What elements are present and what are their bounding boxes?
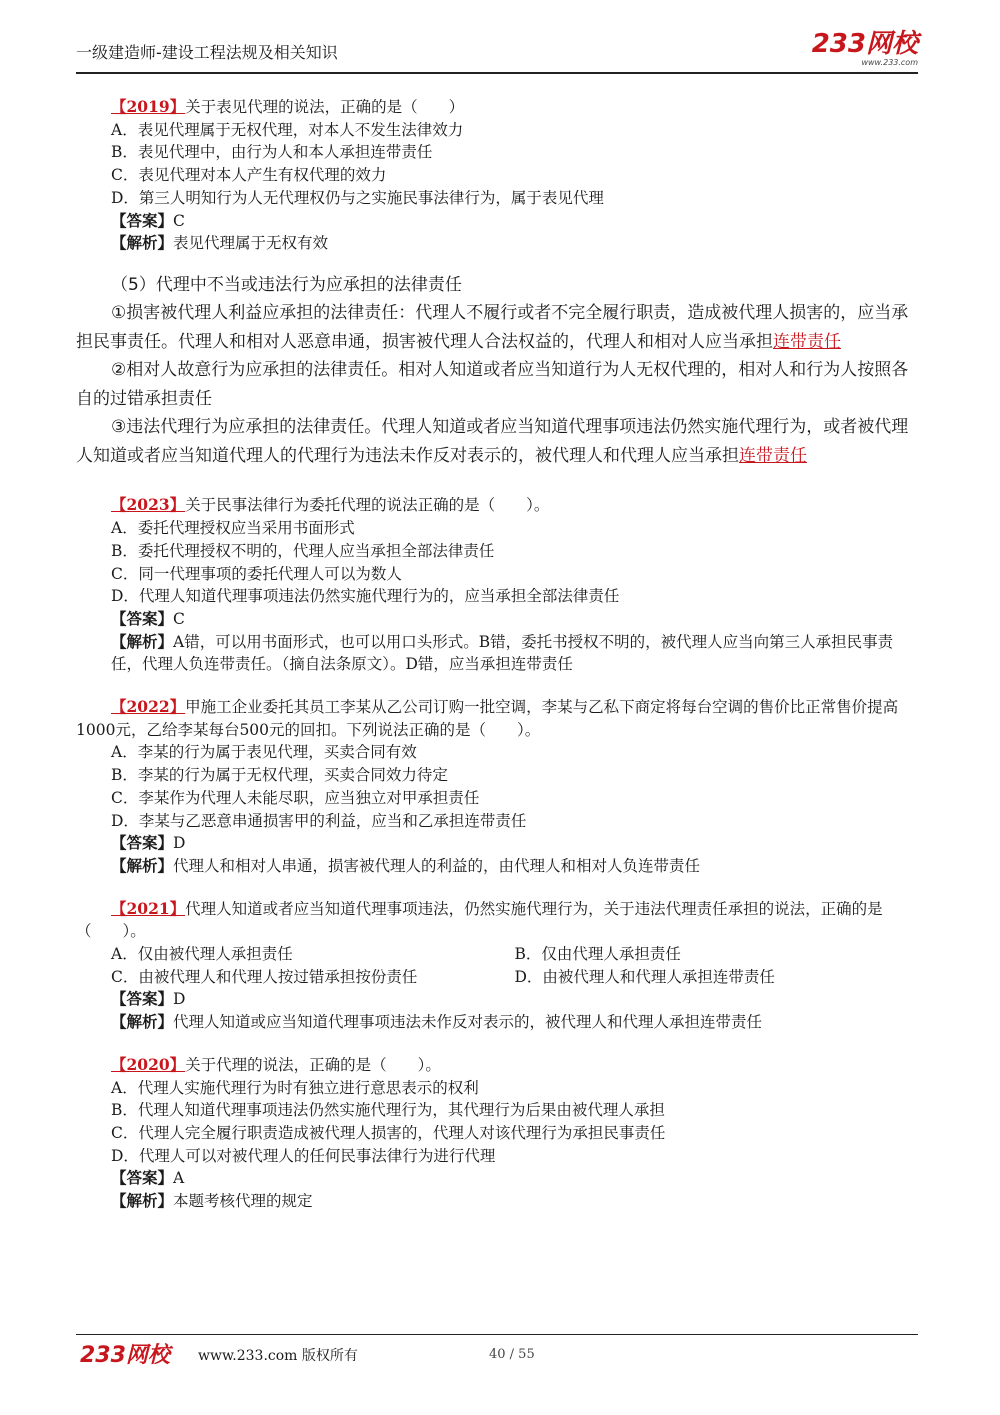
- answer-value: D: [173, 990, 186, 1009]
- explanation-text: 代理人和相对人串通，损害被代理人的利益的，由代理人和相对人负连带责任: [173, 856, 701, 875]
- question-2021: [76, 898, 918, 1034]
- answer: [76, 832, 918, 855]
- question-stem: 代理人知道或者应当知道代理事项违法，仍然实施代理行为，关于违法代理责任承担的说法，正确的是（ ）。: [76, 899, 883, 941]
- option-c: C．表见代理对本人产生有权代理的效力: [111, 166, 387, 185]
- answer-label: 【答案】: [111, 989, 174, 1009]
- header-title: 一级建造师-建设工程法规及相关知识: [76, 43, 338, 62]
- answer-label: 【答案】: [111, 210, 174, 230]
- answer-value: A: [173, 1169, 185, 1188]
- option-d: D．代理人知道代理事项违法仍然实施代理行为的，应当承担全部法律责任: [111, 587, 620, 606]
- note-paragraph-1: ①损害被代理人利益应承担的法律责任：代理人不履行或者不完全履行职责，造成被代理人损害的，应当承担民事责任。代理人和相对人恶意串通，损害被代理人合法权益的，代理人和相对人应当承担连带责任: [76, 303, 909, 352]
- note-paragraph-2: ②相对人故意行为应承担的法律责任。相对人知道或者应当知道行为人无权代理的，相对人和行为人按照各自的过错承担责任: [76, 360, 909, 409]
- brand-logo: [812, 30, 918, 68]
- footer-divider: [76, 1334, 918, 1335]
- option-c: C．同一代理事项的委托代理人可以为数人: [111, 564, 402, 583]
- section-5-notes: [76, 271, 918, 471]
- note-paragraph-3: ③违法代理行为应承担的法律责任。代理人知道或者应当知道代理事项违法仍然实施代理行为，或者被代理人知道或者应当知道代理人的代理行为违法未作反对表示的，被代理人和代理人应当承担连带责任: [76, 417, 909, 466]
- option-d: D．第三人明知行为人无代理权仍与之实施民事法律行为，属于表见代理: [111, 188, 604, 207]
- explanation: [76, 232, 918, 255]
- answer: [76, 608, 918, 631]
- answer-value: D: [173, 834, 186, 853]
- answer: [76, 1167, 918, 1190]
- question-year: 【2022】: [111, 697, 186, 717]
- option-a: A．代理人实施代理行为时有独立进行意思表示的权利: [111, 1078, 479, 1097]
- explanation-label: 【解析】: [111, 233, 174, 253]
- highlight-joint-liability: 连带责任: [739, 445, 807, 466]
- answer-label: 【答案】: [111, 833, 174, 853]
- option-b: B．仅由代理人承担责任: [514, 945, 681, 964]
- footer-copyright: www.233.com 版权所有: [198, 1348, 358, 1364]
- page-number: 40 / 55: [489, 1347, 535, 1362]
- question-stem: 关于表见代理的说法，正确的是（ ）: [185, 98, 465, 116]
- option-d: D．代理人可以对被代理人的任何民事法律行为进行代理: [111, 1146, 496, 1165]
- explanation: [76, 855, 918, 878]
- explanation-label: 【解析】: [111, 855, 174, 875]
- option-a: A．表见代理属于无权代理，对本人不发生法律效力: [111, 120, 464, 139]
- footer-logo: 233网校: [80, 1343, 170, 1368]
- explanation-label: 【解析】: [111, 1191, 174, 1211]
- explanation-text: 代理人知道或应当知道代理事项违法未作反对表示的，被代理人和代理人承担连带责任: [173, 1013, 763, 1032]
- question-year: 【2019】: [111, 97, 186, 116]
- question-year: 【2020】: [111, 1054, 186, 1074]
- option-b: B．表见代理中，由行为人和本人承担连带责任: [111, 143, 433, 162]
- question-year: 【2023】: [111, 495, 186, 515]
- answer-value: C: [173, 609, 185, 628]
- option-b: B．委托代理授权不明的，代理人应当承担全部法律责任: [111, 541, 495, 560]
- option-d: D．李某与乙恶意串通损害甲的利益，应当和乙承担连带责任: [111, 811, 527, 830]
- option-c: C．代理人完全履行职责造成被代理人损害的，代理人对该代理行为承担民事责任: [111, 1124, 666, 1142]
- option-b: B．李某的行为属于无权代理，买卖合同效力待定: [111, 766, 448, 785]
- question-stem: 关于代理的说法，正确的是（ ）。: [185, 1055, 441, 1074]
- option-c: C．李某作为代理人未能尽职，应当独立对甲承担责任: [111, 788, 480, 807]
- question-stem: 甲施工企业委托其员工李某从乙公司订购一批空调，李某与乙私下商定将每台空调的售价比正常售价提高1000元，乙给李某每台500元的回扣。下列说法正确的是（ ）。: [76, 698, 899, 739]
- explanation-label: 【解析】: [111, 1012, 174, 1032]
- explanation-label: 【解析】: [111, 631, 174, 651]
- explanation: [76, 631, 918, 676]
- question-2020: [76, 1054, 918, 1213]
- question-2019: [76, 96, 918, 255]
- highlight-joint-liability: 连带责任: [773, 331, 841, 352]
- option-a: A．委托代理授权应当采用书面形式: [111, 519, 355, 538]
- question-2022: [76, 696, 918, 878]
- logo-url: www.233.com: [861, 58, 918, 67]
- section-heading: （5）代理中不当或违法行为应承担的法律责任: [111, 274, 462, 295]
- page-header: [76, 30, 918, 74]
- page-content: [76, 96, 918, 1213]
- logo-text: 233网校: [811, 29, 918, 59]
- option-a: A．仅由被代理人承担责任: [111, 945, 293, 964]
- answer-label: 【答案】: [111, 608, 174, 628]
- answer-value: C: [173, 211, 185, 230]
- header-divider: [76, 72, 918, 74]
- explanation: [76, 1190, 918, 1213]
- explanation-text: 本题考核代理的规定: [173, 1192, 313, 1211]
- explanation-text: 表见代理属于无权有效: [173, 234, 329, 253]
- option-b: B．代理人知道代理事项违法仍然实施代理行为，其代理行为后果由被代理人承担: [111, 1101, 665, 1120]
- answer: [76, 988, 918, 1011]
- question-2023: [76, 494, 918, 676]
- explanation: [76, 1011, 918, 1034]
- option-c: C．由被代理人和代理人按过错承担按份责任: [111, 967, 418, 986]
- question-year: 【2021】: [111, 898, 186, 918]
- explanation-text: A错，可以用书面形式，也可以用口头形式。B错，委托书授权不明的，被代理人应当向第三人承担民事责任，代理人负连带责任。（摘自法条原文）。D错，应当承担连带责任: [111, 632, 894, 674]
- option-d: D．由被代理人和代理人承担连带责任: [514, 967, 775, 986]
- option-a: A．李某的行为属于表见代理，买卖合同有效: [111, 743, 417, 762]
- answer: [76, 210, 918, 233]
- answer-label: 【答案】: [111, 1168, 174, 1188]
- question-stem: 关于民事法律行为委托代理的说法正确的是（ ）。: [185, 496, 550, 515]
